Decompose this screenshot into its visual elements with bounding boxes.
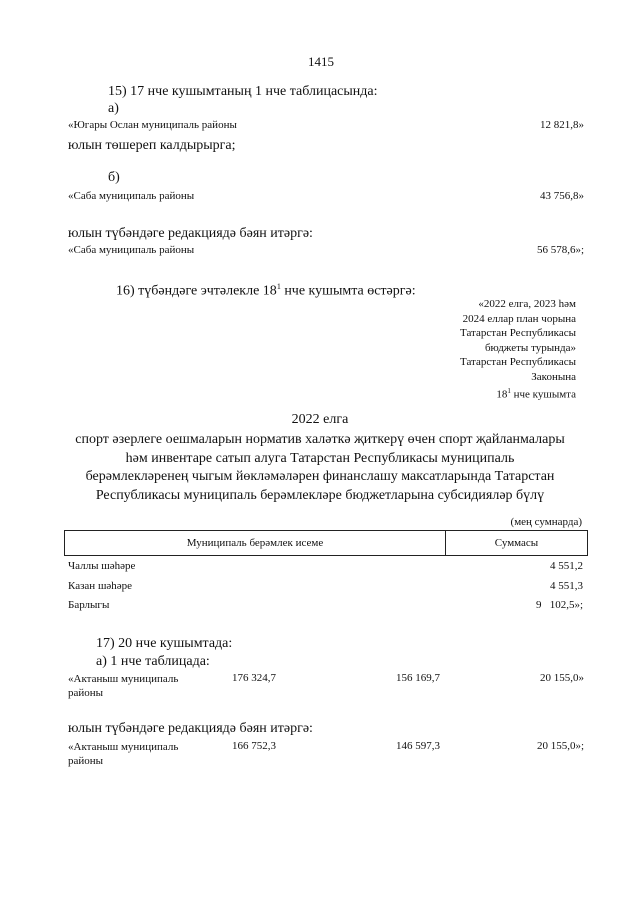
s17-row2-name-l2: районы	[68, 755, 104, 767]
table-row-1-name: Чаллы шәһәре	[68, 560, 136, 572]
section-16-heading: 16) түбәндәге эчтәлекле $18^1$ нче кушымта өстәргә:	[116, 282, 416, 299]
page-number: 1415	[308, 54, 334, 69]
section-17-heading: 17) 20 нче кушымтада:	[96, 636, 233, 651]
s15-a-text: юлын төшереп калдырырга;	[68, 138, 236, 153]
section-15-b-label: б)	[108, 170, 120, 185]
s15-b-text: юлын түбәндәге редакциядә бәян итәргә:	[68, 226, 313, 241]
header-name: Муниципаль берәмлек исеме	[65, 531, 446, 556]
header-sum: Суммасы	[446, 531, 588, 556]
s17-row1-name-l1: «Актаныш муниципаль	[68, 673, 179, 685]
s17-text: юлын түбәндәге редакциядә бәян итәргә:	[68, 721, 313, 736]
section-17-a-label: а) 1 нче таблицада:	[96, 654, 210, 669]
subsidy-table	[64, 530, 588, 556]
s17-row2-name-l1: «Актаныш муниципаль	[68, 741, 179, 753]
s17-row2-v3: 20 155,0»;	[536, 740, 584, 752]
table-row-2-name: Казан шәһәре	[68, 580, 133, 592]
title-line-4: Республикасы муниципаль берәмлекләре бюджетларына субсидияләр бүлү	[95, 487, 545, 503]
s17-row2-name	[68, 740, 178, 768]
table-row-3-value: 9 102,5»;	[535, 599, 583, 611]
s15-a-row-name: «Югары Ослан муниципаль районы	[68, 119, 237, 131]
s15-b-new-row-value: 56 578,6»;	[536, 244, 584, 256]
table-row-1-value: 4 551,2	[550, 560, 583, 572]
s17-row1-v1: 176 324,7	[232, 672, 276, 684]
table-row-2-value: 4 551,3	[550, 580, 583, 592]
annex-line-5: Татарстан Республикасы	[460, 356, 576, 368]
title-line-2: һәм инвентаре сатып алуга Татарстан Республикасы муниципаль	[125, 450, 515, 466]
annex-line-7: $18^1$ нче кушымта	[496, 387, 576, 401]
annex-caption	[400, 297, 576, 402]
title-line-3: берәмлекләренең чыгым йөкләмәләрен финанслашу максатларында Татарстан	[85, 469, 555, 484]
s17-row2-v1: 166 752,3	[232, 740, 276, 752]
annex-line-3: Татарстан Республикасы	[460, 327, 576, 339]
s17-row1-v2: 156 169,7	[396, 672, 440, 684]
s17-row1-v3: 20 155,0»	[540, 672, 584, 684]
s17-row1-name	[68, 672, 178, 700]
s15-b-new-row-name: «Саба муниципаль районы	[68, 244, 195, 256]
table-header-row	[65, 531, 588, 556]
section-15-heading: 15) 17 нче кушымтаның 1 нче таблицасында:	[108, 84, 378, 99]
table-title	[40, 431, 600, 505]
s17-row1-name-l2: районы	[68, 687, 104, 699]
table-row-3-name: Барлыгы	[68, 599, 110, 611]
s17-row2-v2: 146 597,3	[396, 740, 440, 752]
table-title-year: 2022 елга	[291, 412, 349, 427]
title-line-1: спорт әзерлеге оешмаларын норматив халәткә җиткерү өчен спорт җайланмалары	[75, 432, 565, 447]
section-15-a-label: а)	[108, 101, 119, 116]
annex-line-1: «2022 елга, 2023 һәм	[478, 298, 576, 310]
s15-a-row-value: 12 821,8»	[540, 119, 584, 131]
annex-line-2: 2024 еллар план чорына	[462, 312, 576, 325]
s15-b-row-value: 43 756,8»	[540, 190, 584, 202]
units-note: (мең сумнарда)	[510, 516, 582, 528]
annex-line-6: Законына	[531, 370, 576, 383]
annex-line-4: бюджеты турында»	[484, 341, 576, 354]
s15-b-row-name: «Саба муниципаль районы	[68, 190, 195, 202]
